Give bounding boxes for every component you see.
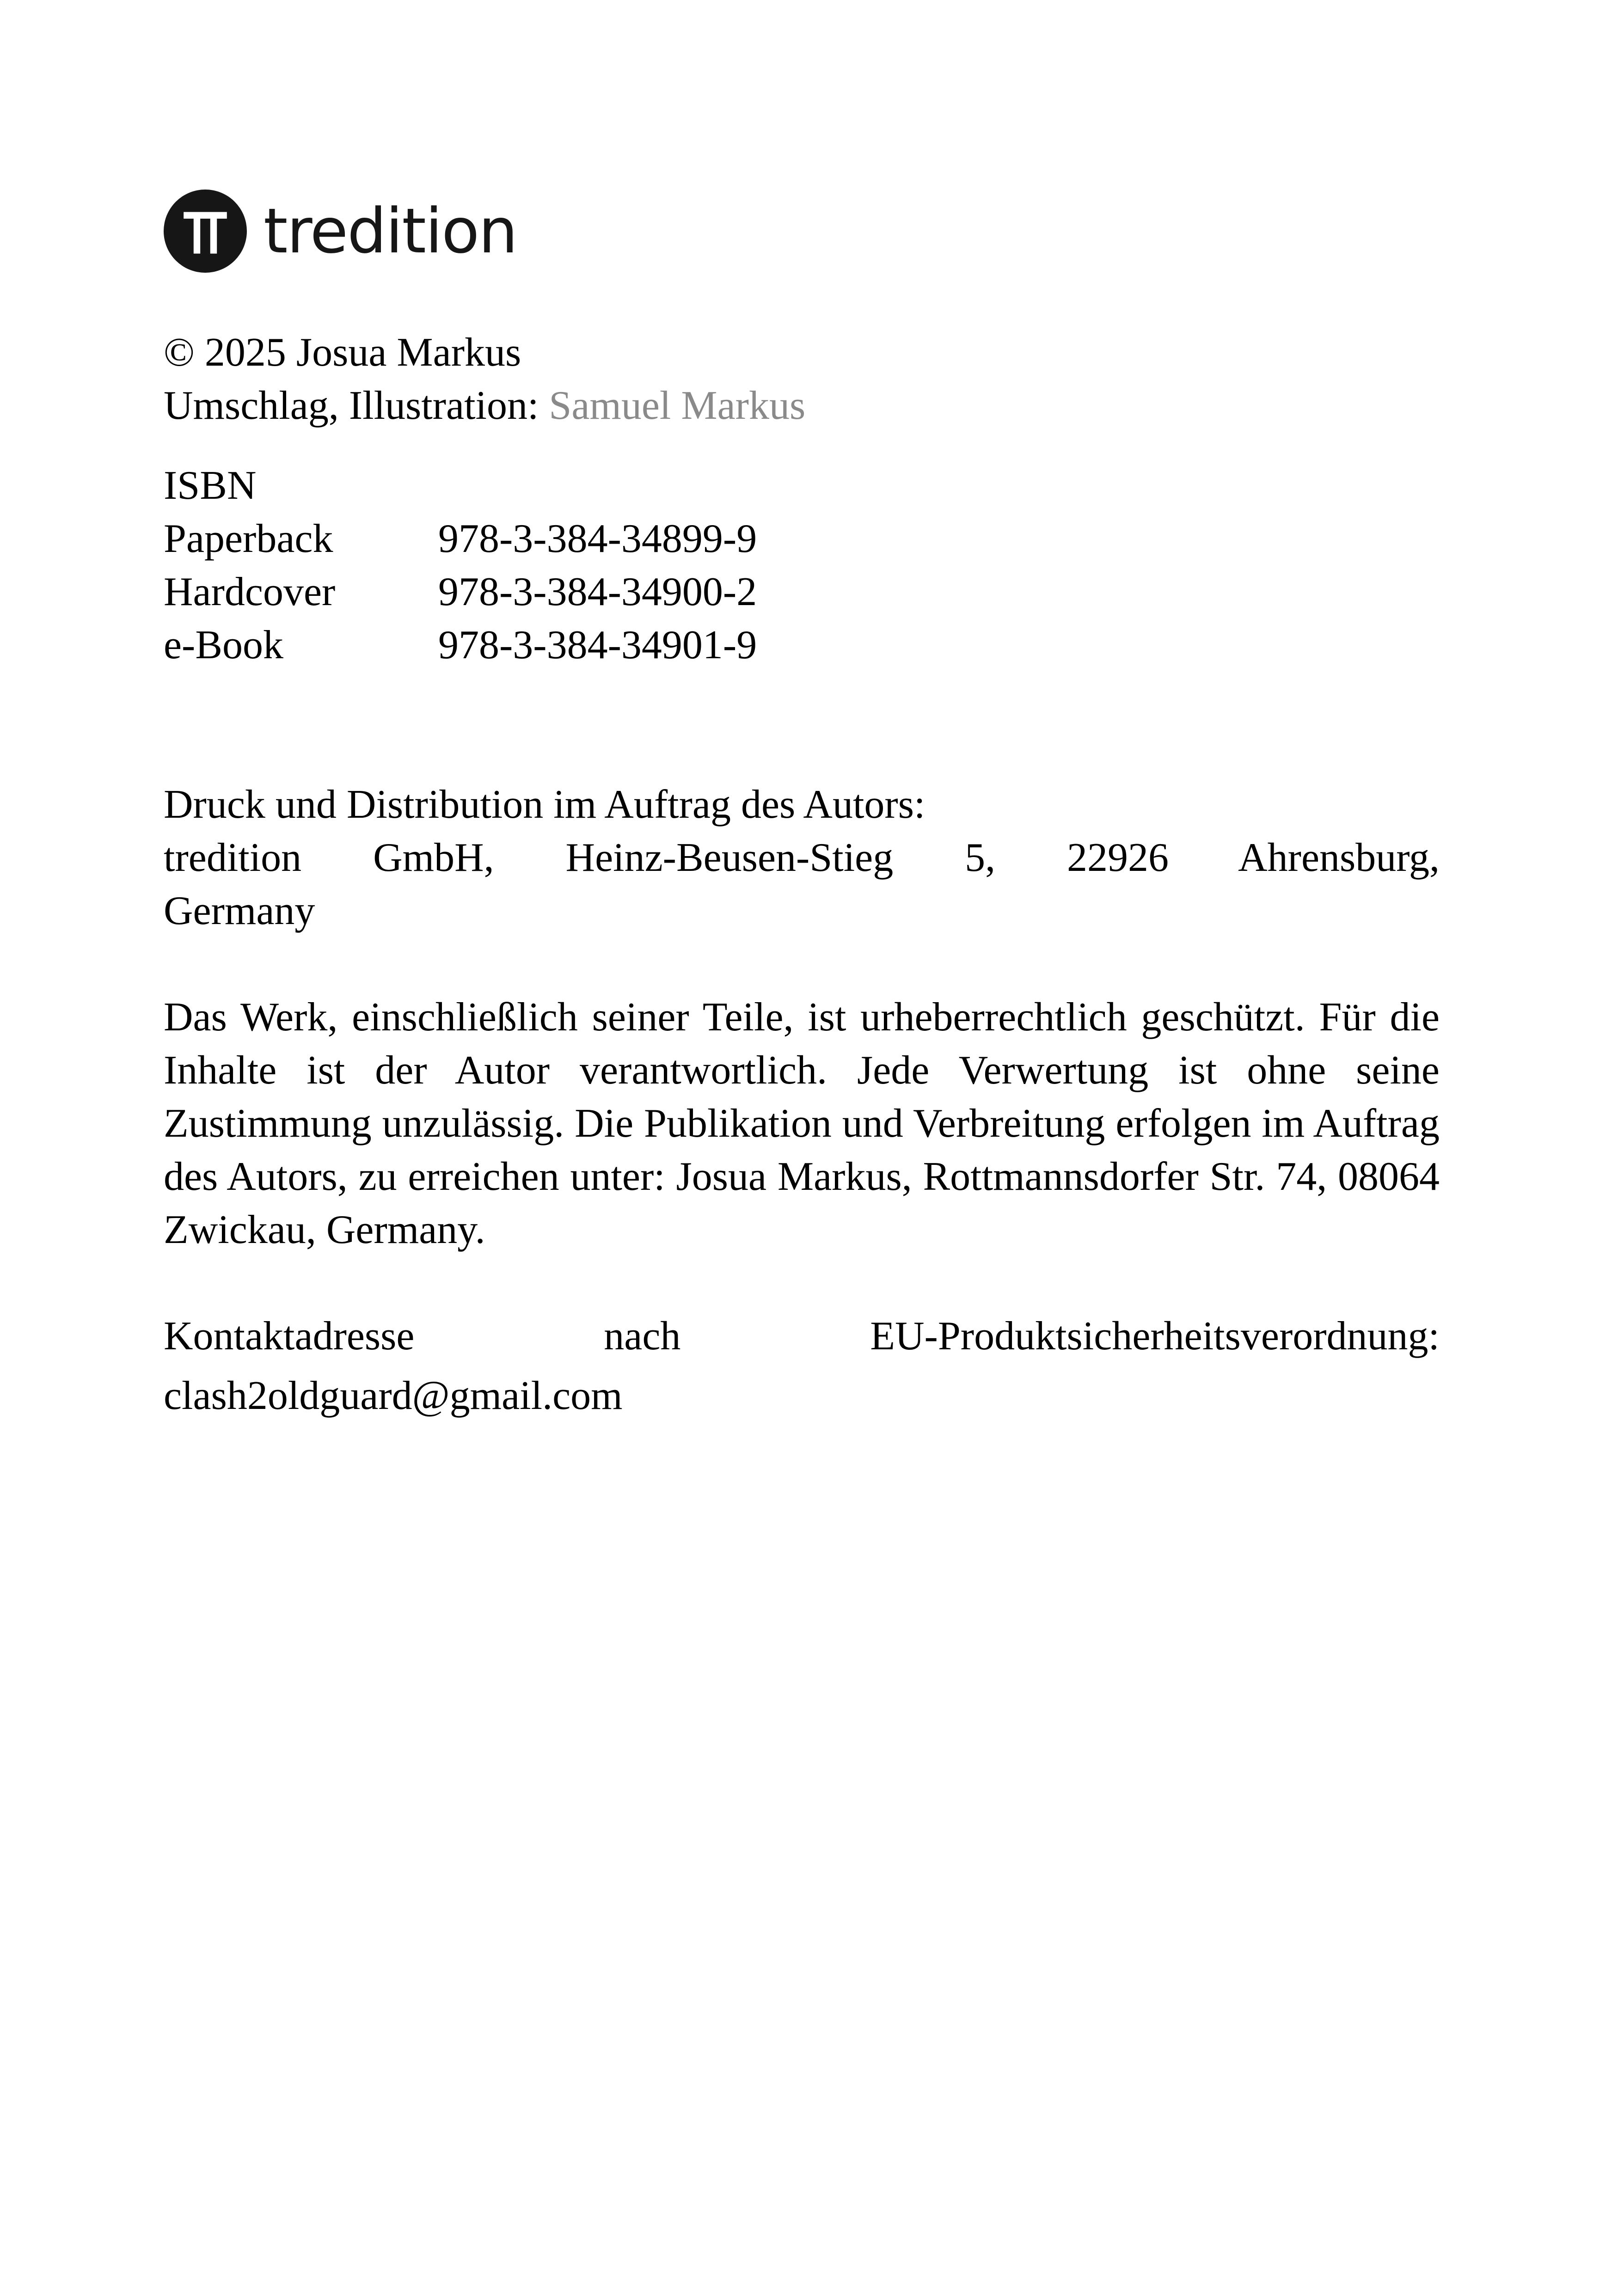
isbn-row: [164, 618, 1440, 672]
cover-credit-name: Samuel Markus: [549, 383, 806, 428]
isbn-type: Hardcover: [164, 569, 336, 614]
print-distribution-label: Druck und Distribution im Auftrag des Autors:: [164, 782, 925, 827]
isbn-type: e-Book: [164, 623, 284, 667]
isbn-heading: ISBN: [164, 463, 257, 508]
publisher-wordmark: tredition: [264, 195, 517, 267]
isbn-type: Paperback: [164, 516, 333, 561]
copyright-line: © 2025 Josua Markus: [164, 330, 521, 375]
publisher-country: Germany: [164, 888, 315, 933]
tredition-logo-icon: [164, 190, 247, 273]
isbn-number: 978-3-384-34901-9: [438, 623, 757, 667]
cover-credit: [164, 379, 1440, 432]
contact-label: Kontaktadresse nach EU-Produktsicherheitsverordnung:: [164, 1314, 1440, 1359]
rights-paragraph: Das Werk, einschließlich seiner Teile, ist urheberrechtlich geschützt. Für die Inhalte ist der Autor verantwortlich. Jede Verwertung ist ohne seine Zustimmung unzulässig. Die Publikation und Verbreitung erfolgen im Auftrag des Autors, zu erreichen unter: Josua Markus, Rottmannsdorfer Str. 74, 08064 Zwickau, Germany.: [164, 995, 1440, 1252]
publisher-logo: [164, 190, 1440, 273]
isbn-row: [164, 565, 1440, 618]
isbn-row: [164, 512, 1440, 565]
imprint-content: [164, 190, 1440, 1422]
cover-credit-label: Umschlag, Illustration:: [164, 383, 539, 428]
isbn-number: 978-3-384-34899-9: [438, 516, 757, 561]
isbn-number: 978-3-384-34900-2: [438, 569, 757, 614]
publisher-address: tredition GmbH, Heinz-Beusen-Stieg 5, 22926 Ahrensburg,: [164, 835, 1440, 880]
contact-email: clash2oldguard@gmail.com: [164, 1373, 623, 1418]
